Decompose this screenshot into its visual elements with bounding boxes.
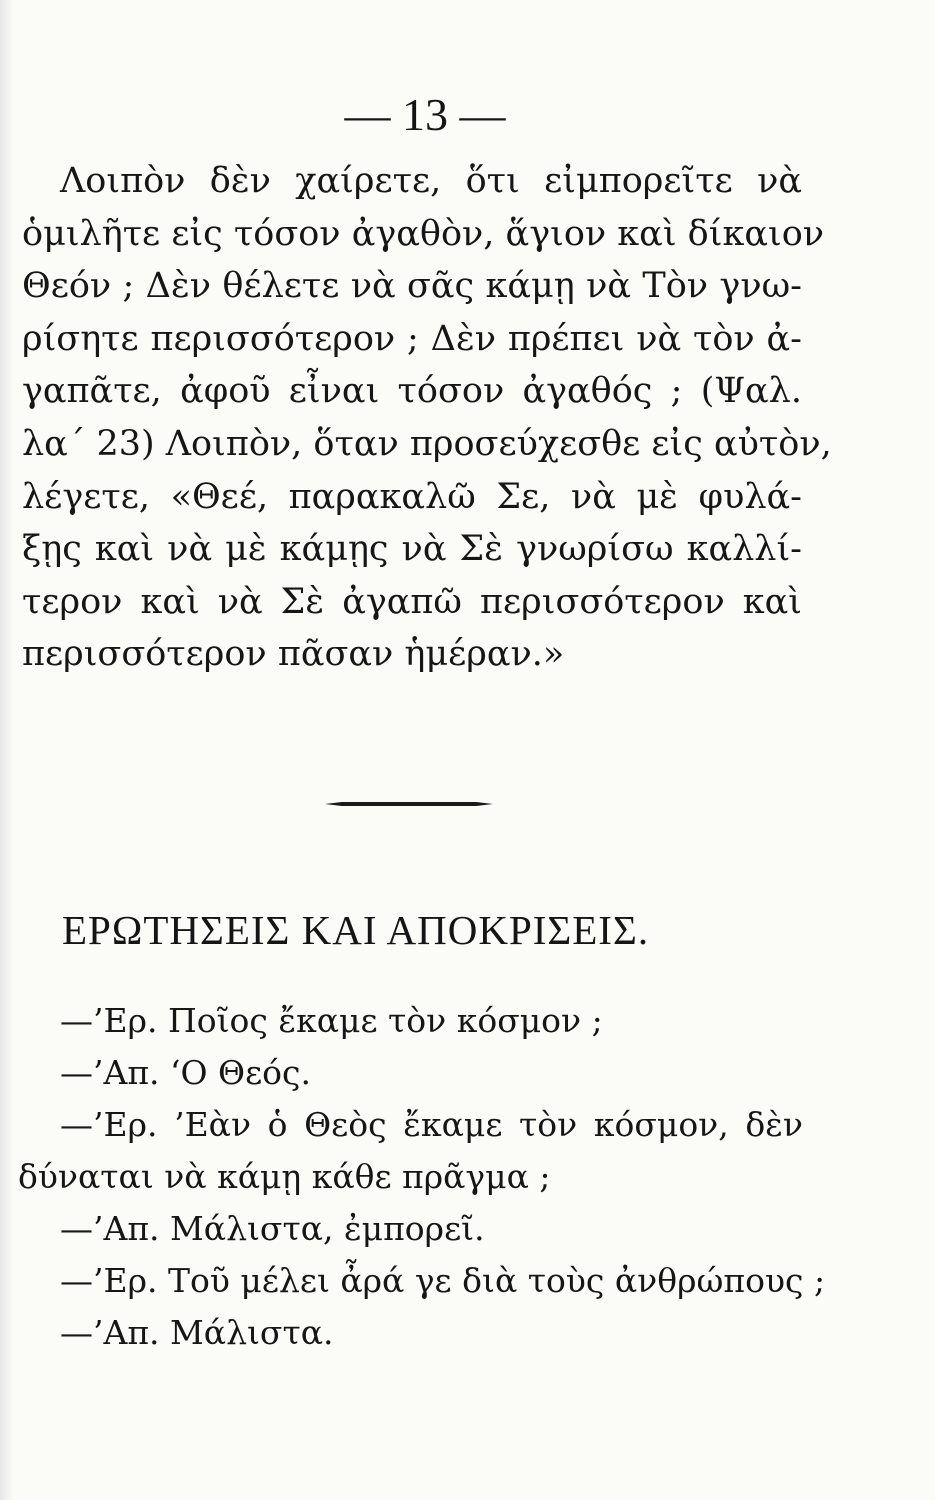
paragraph-line: λέγετε, «Θεέ, παρακαλῶ Σε, νὰ μὲ φυλά- bbox=[22, 476, 802, 517]
body-paragraph bbox=[22, 155, 832, 681]
qa-line: —’Ερ. Ποῖος ἔκαμε τὸν κόσμον ; bbox=[60, 1001, 603, 1040]
paragraph-line: Θεόν ; Δὲν θέλετε νὰ σᾶς κάμῃ νὰ Τὸν γνω- bbox=[22, 266, 802, 307]
paragraph-line: περισσότερον πᾶσαν ἡμέραν.» bbox=[22, 634, 565, 675]
qa-line: δύναται νὰ κάμῃ κάθε πρᾶγμα ; bbox=[18, 1157, 551, 1196]
paragraph-line: γαπᾶτε, ἀφοῦ εἶναι τόσον ἀγαθός ; (Ψαλ. bbox=[22, 371, 802, 412]
paragraph-line: ὁμιλῆτε εἰς τόσον ἀγαθὸν, ἅγιον καὶ δίκαιον bbox=[22, 213, 825, 254]
qa-line: —’Ερ. Τοῦ μέλει ἆρά γε διὰ τοὺς ἀνθρώπους ; bbox=[60, 1261, 826, 1300]
page-number: — 13 — bbox=[344, 89, 506, 140]
paragraph-line: τερον καὶ νὰ Σὲ ἀγαπῶ περισσότερον καὶ bbox=[22, 581, 802, 622]
questions-answers bbox=[18, 995, 826, 1359]
section-divider-rule bbox=[325, 802, 493, 806]
paragraph-line: ρίσητε περισσότερον ; Δὲν πρέπει νὰ τὸν ἀ- bbox=[22, 318, 802, 359]
qa-line: —’Απ. Μάλιστα, ἐμπορεῖ. bbox=[60, 1209, 485, 1248]
qa-line: —’Απ. Μάλιστα. bbox=[60, 1313, 334, 1352]
section-heading: ΕΡΩΤΗΣΕΙΣ ΚΑΙ ΑΠΟΚΡΙΣΕΙΣ. bbox=[62, 907, 650, 953]
paragraph-line: ξῃς καὶ νὰ μὲ κάμῃς νὰ Σὲ γνωρίσω καλλί- bbox=[22, 529, 802, 570]
paragraph-line: Λοιπὸν δὲν χαίρετε, ὅτι εἰμπορεῖτε νὰ bbox=[60, 161, 802, 201]
paragraph-line: λα΄ 23) Λοιπὸν, ὅταν προσεύχεσθε εἰς αὐτὸν, bbox=[22, 423, 832, 464]
qa-line: —’Ερ. ’Εὰν ὁ Θεὸς ἔκαμε τὸν κόσμον, δὲν bbox=[60, 1105, 803, 1144]
qa-line: —’Απ. ‘Ο Θεός. bbox=[60, 1053, 312, 1092]
page-edge-shadow bbox=[0, 0, 14, 1500]
